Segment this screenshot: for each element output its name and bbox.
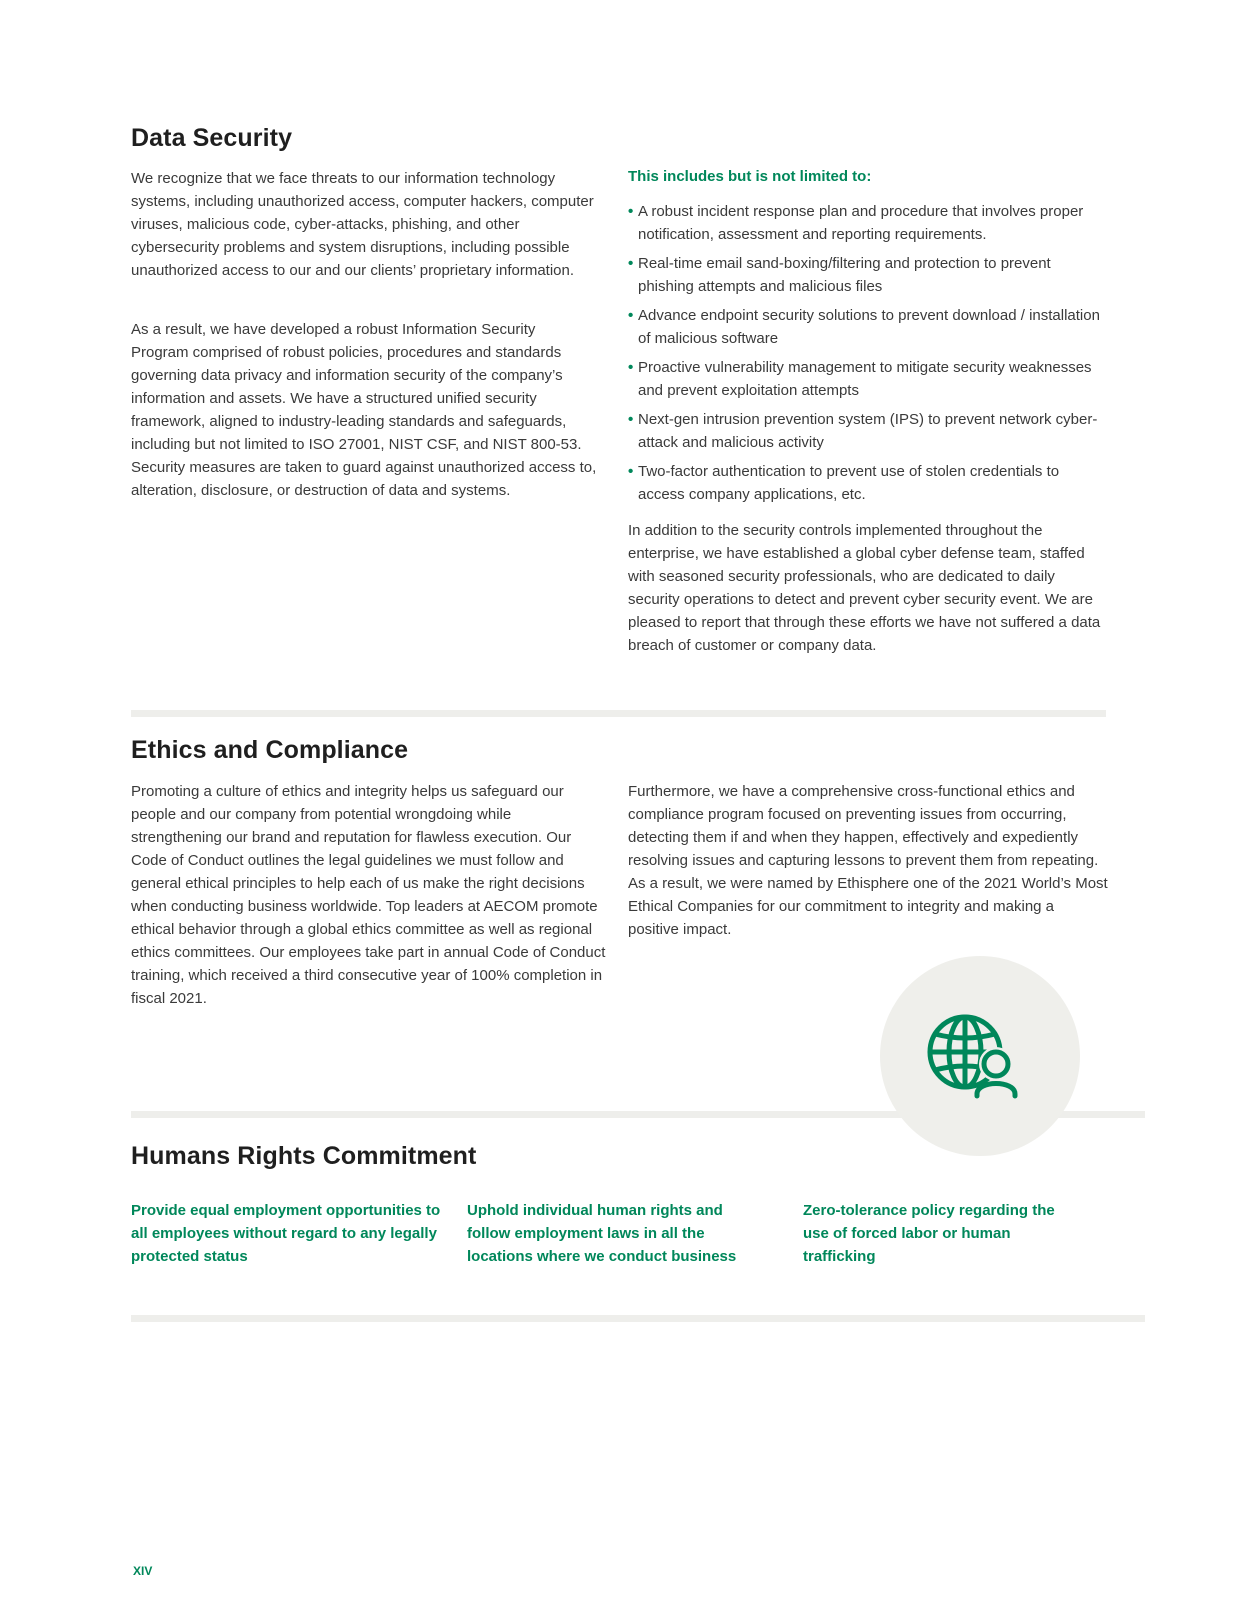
- list-item: • Real-time email sand-boxing/filtering and protection to prevent phishing attempts and malicious files: [628, 255, 1051, 295]
- commitment-item: Provide equal employment opportunities to all employees without regard to any legally protected status: [131, 1202, 441, 1265]
- data-security-para-2: As a result, we have developed a robust Information Security Program comprised of robust policies, procedures and standards governing data privacy and information security of the company’s information and assets. We have a structured unified security framework, aligned to industry-leading standards and safeguards, including but not limited to ISO 27001, NIST CSF, and NIST 800-53. Security measures are taken to guard against unauthorized access to, alteration, disclosure, or destruction of data and systems.: [131, 321, 597, 499]
- security-measures-list: [628, 200, 1108, 512]
- section-divider: [131, 710, 1106, 717]
- globe-person-icon: [880, 956, 1080, 1156]
- list-item: • Next-gen intrusion prevention system (IPS) to prevent network cyber-attack and malicious activity: [628, 411, 1098, 451]
- human-rights-title: Humans Rights Commitment: [131, 1142, 477, 1170]
- data-security-title: Data Security: [131, 124, 293, 152]
- data-security-para-3: In addition to the security controls implemented throughout the enterprise, we have established a global cyber defense team, staffed with seasoned security professionals, who are dedicated to daily security operations to detect and prevent cyber security event. We are pleased to report that through these efforts we have not suffered a data breach of customer or company data.: [628, 522, 1101, 654]
- list-item: • Two-factor authentication to prevent use of stolen credentials to access company applications, etc.: [628, 463, 1060, 503]
- includes-label: This includes but is not limited to:: [628, 168, 872, 185]
- ethics-para-2: Furthermore, we have a comprehensive cross-functional ethics and compliance program focused on preventing issues from occurring, detecting them if and when they happen, effectively and expediently resolving issues and capturing lessons to prevent them from repeating. As a result, we were named by Ethisphere one of the 2021 World’s Most Ethical Companies for our commitment to integrity and making a positive impact.: [628, 783, 1108, 938]
- ethics-para-1: Promoting a culture of ethics and integrity helps us safeguard our people and our company from potential wrongdoing while strengthening our brand and reputation for flawless execution. Our Code of Conduct outlines the legal guidelines we must follow and general ethical principles to help each of us make the right decisions when conducting business worldwide. Top leaders at AECOM promote ethical behavior through a global ethics committee as well as regional ethics committees. Our employees take part in annual Code of Conduct training, which received a third consecutive year of 100% completion in fiscal 2021.: [131, 783, 606, 1007]
- commitment-item: Zero-tolerance policy regarding the use of forced labor or human trafficking: [803, 1202, 1055, 1265]
- commitment-item: Uphold individual human rights and follow employment laws in all the locations where we conduct business: [467, 1202, 737, 1265]
- ethics-title: Ethics and Compliance: [131, 736, 409, 764]
- icon-badge: [880, 956, 1080, 1156]
- page-number: XIV: [133, 1564, 153, 1578]
- section-divider: [131, 1315, 1145, 1322]
- list-item: • Advance endpoint security solutions to prevent download / installation of malicious software: [628, 307, 1100, 347]
- list-item: • A robust incident response plan and procedure that involves proper notification, assessment and reporting requirements.: [628, 203, 1084, 243]
- data-security-para-1: We recognize that we face threats to our information technology systems, including unauthorized access, computer hackers, computer viruses, malicious code, cyber-attacks, phishing, and other cybersecurity problems and system disruptions, including possible unauthorized access to our and our clients’ proprietary information.: [131, 170, 594, 279]
- list-item: • Proactive vulnerability management to mitigate security weaknesses and prevent exploitation attempts: [628, 359, 1092, 399]
